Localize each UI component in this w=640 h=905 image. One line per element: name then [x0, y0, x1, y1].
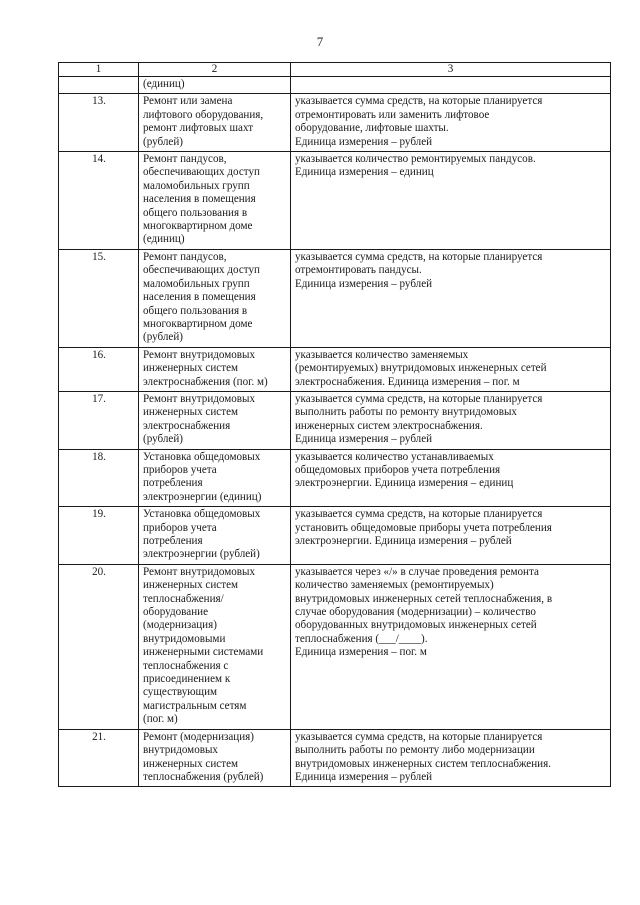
table-row-continuation [59, 77, 611, 94]
table-row [59, 729, 611, 787]
table-row [59, 347, 611, 391]
row-indicator-name: Ремонт внутридомовых инженерных систем теплоснабжения/ оборудование (модернизация) внутридомовыми инженерными системами теплоснабжения с присоединением к существующим магистральным сетям (пог. м) [139, 564, 291, 729]
row-description: указывается сумма средств, на которые планируется отремонтировать или заменить лифтовое оборудование, лифтовые шахты. Единица измерения – рублей [291, 94, 611, 152]
row-number: 20. [59, 564, 139, 729]
row-indicator-name: Ремонт внутридомовых инженерных систем электроснабжения (рублей) [139, 391, 291, 449]
table-row [59, 249, 611, 347]
row-indicator-name: Ремонт пандусов, обеспечивающих доступ маломобильных групп населения в помещения общего пользования в многоквартирном доме (единиц) [139, 152, 291, 250]
row-indicator-name: Ремонт (модернизация) внутридомовых инженерных систем теплоснабжения (рублей) [139, 729, 291, 787]
row-description: указывается количество заменяемых (ремонтируемых) внутридомовых инженерных сетей электроснабжения. Единица измерения – пог. м [291, 347, 611, 391]
row-description: указывается сумма средств, на которые планируется отремонтировать пандусы. Единица измерения – рублей [291, 249, 611, 347]
page-number: 7 [316, 34, 324, 49]
row-number: 15. [59, 249, 139, 347]
column-header-3: 3 [291, 63, 611, 77]
row-indicator-name: Установка общедомовых приборов учета потребления электроэнергии (единиц) [139, 449, 291, 507]
table-header-row [59, 63, 611, 77]
row-number: 18. [59, 449, 139, 507]
table-row [59, 507, 611, 565]
row-description: указывается через «/» в случае проведения ремонта количество заменяемых (ремонтируемых) внутридомовых инженерных сетей теплоснабжения, в случае оборудования (модернизации) – количество оборудованных внутридомовых инженерных сетей теплоснабжения (___/____). Единица измерения – пог. м [291, 564, 611, 729]
row-number: 21. [59, 729, 139, 787]
row-description: указывается сумма средств, на которые планируется выполнить работы по ремонту либо модернизации внутридомовых инженерных систем теплоснабжения. Единица измерения – рублей [291, 729, 611, 787]
table-row [59, 391, 611, 449]
row-number: 13. [59, 94, 139, 152]
row-indicator-name: Ремонт внутридомовых инженерных систем электроснабжения (пог. м) [139, 347, 291, 391]
row-number: 19. [59, 507, 139, 565]
row-number: 17. [59, 391, 139, 449]
row-number [59, 77, 139, 94]
table-row [59, 564, 611, 729]
row-indicator-name: (единиц) [139, 77, 291, 94]
row-indicator-name: Ремонт или замена лифтового оборудования, ремонт лифтовых шахт (рублей) [139, 94, 291, 152]
row-description: указывается сумма средств, на которые планируется установить общедомовые приборы учета потребления электроэнергии. Единица измерения – рублей [291, 507, 611, 565]
table-row [59, 449, 611, 507]
row-description [291, 77, 611, 94]
row-indicator-name: Ремонт пандусов, обеспечивающих доступ маломобильных групп населения в помещения общего пользования в многоквартирном доме (рублей) [139, 249, 291, 347]
column-header-1: 1 [59, 63, 139, 77]
row-description: указывается количество ремонтируемых пандусов. Единица измерения – единиц [291, 152, 611, 250]
row-indicator-name: Установка общедомовых приборов учета потребления электроэнергии (рублей) [139, 507, 291, 565]
row-description: указывается сумма средств, на которые планируется выполнить работы по ремонту внутридомовых инженерных систем электроснабжения. Единица измерения – рублей [291, 391, 611, 449]
row-number: 16. [59, 347, 139, 391]
row-description: указывается количество устанавливаемых общедомовых приборов учета потребления электроэнергии. Единица измерения – единиц [291, 449, 611, 507]
row-number: 14. [59, 152, 139, 250]
column-header-2: 2 [139, 63, 291, 77]
table-row [59, 152, 611, 250]
table-row [59, 94, 611, 152]
indicators-table [58, 62, 611, 787]
